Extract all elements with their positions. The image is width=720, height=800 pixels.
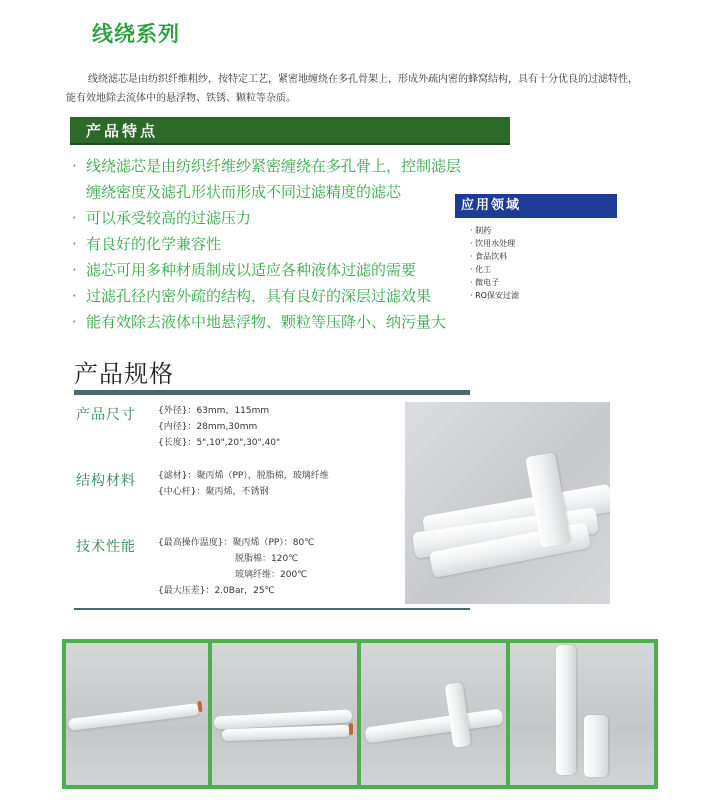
bullet-icon: · bbox=[72, 313, 77, 331]
photo-gallery bbox=[62, 639, 658, 789]
gallery-photo bbox=[510, 643, 654, 785]
product-photo bbox=[405, 402, 610, 604]
application-item: · 制药 bbox=[470, 226, 492, 235]
features-heading: 产品特点 bbox=[70, 117, 510, 145]
feature-item: · 能有效除去液体中地悬浮物、颗粒等压降小、纳污量大 bbox=[72, 309, 512, 335]
spec-row: {最大压差}：2.0Bar，25℃ bbox=[158, 586, 275, 596]
bullet-icon: · bbox=[72, 209, 77, 227]
gallery-photo bbox=[212, 643, 357, 785]
feature-item: · 线绕滤芯是由纺织纤维纱紧密缠绕在多孔骨上，控制滤层 bbox=[72, 153, 512, 179]
page-title: 线绕系列 bbox=[92, 22, 180, 46]
feature-item: 缠绕密度及滤孔形状而形成不同过滤精度的滤芯 bbox=[86, 183, 402, 201]
spec-row: 脱脂棉：120℃ bbox=[235, 554, 299, 564]
end-cap bbox=[349, 723, 353, 735]
spec-row: {外径}：63mm，115mm bbox=[158, 406, 270, 416]
feature-item: · 过滤孔径内密外疏的结构，具有良好的深层过滤效果 bbox=[72, 283, 512, 309]
features-list bbox=[72, 153, 512, 335]
spec-row: 玻璃纤维：200℃ bbox=[235, 570, 308, 580]
material-specs bbox=[158, 468, 329, 500]
filter-cartridge bbox=[584, 715, 608, 777]
bullet-icon: · bbox=[72, 235, 77, 253]
size-specs bbox=[158, 403, 280, 451]
application-item: · 化工 bbox=[470, 265, 492, 274]
gallery-photo bbox=[361, 643, 506, 785]
spec-row: {长度}：5",10",20",30",40" bbox=[158, 438, 281, 448]
bullet-icon: · bbox=[72, 287, 77, 305]
intro-paragraph: 线绕滤芯是由纺织纤维粗纱，按特定工艺，紧密地缠绕在多孔骨架上，形成外疏内密的蜂窝结构，具有十分优良的过滤特性，能有效地除去流体中的悬浮物、铁锈、颗粒等杂质。 bbox=[66, 74, 638, 104]
application-item: · 食品饮料 bbox=[470, 252, 508, 261]
feature-item: · 可以承受较高的过滤压力 bbox=[72, 205, 512, 231]
application-item: · RO保安过滤 bbox=[470, 291, 519, 300]
spec-row: {最高操作温度}：聚丙烯（PP）：80℃ bbox=[158, 538, 315, 548]
performance-label: 技术性能 bbox=[76, 539, 136, 555]
applications-heading: 应用领域 bbox=[455, 194, 617, 218]
performance-specs bbox=[158, 535, 314, 599]
spec-row: {内径}：28mm,30mm bbox=[158, 422, 258, 432]
specs-bottom-divider bbox=[74, 608, 470, 610]
feature-item: · 有良好的化学兼容性 bbox=[72, 231, 512, 257]
application-item: · 微电子 bbox=[470, 278, 500, 287]
filter-cartridge bbox=[365, 708, 504, 743]
size-label: 产品尺寸 bbox=[76, 407, 136, 423]
feature-item: · 滤芯可用多种材质制成以适应各种液体过滤的需要 bbox=[72, 257, 512, 283]
bullet-icon: · bbox=[72, 261, 77, 279]
spec-row: {滤材}：聚丙烯（PP），脱脂棉，玻璃纤维 bbox=[158, 471, 329, 481]
application-item: · 饮用水处理 bbox=[470, 239, 516, 248]
filter-cartridge bbox=[68, 703, 200, 731]
specs-divider bbox=[74, 390, 470, 395]
applications-list bbox=[470, 224, 519, 302]
specs-heading: 产品规格 bbox=[74, 360, 174, 388]
spec-row: {中心杆}：聚丙烯，不锈钢 bbox=[158, 487, 269, 497]
end-cap bbox=[197, 701, 202, 712]
material-label: 结构材料 bbox=[76, 473, 136, 489]
filter-cartridge bbox=[556, 645, 576, 775]
gallery-photo bbox=[66, 643, 208, 785]
bullet-icon: · bbox=[72, 157, 77, 175]
